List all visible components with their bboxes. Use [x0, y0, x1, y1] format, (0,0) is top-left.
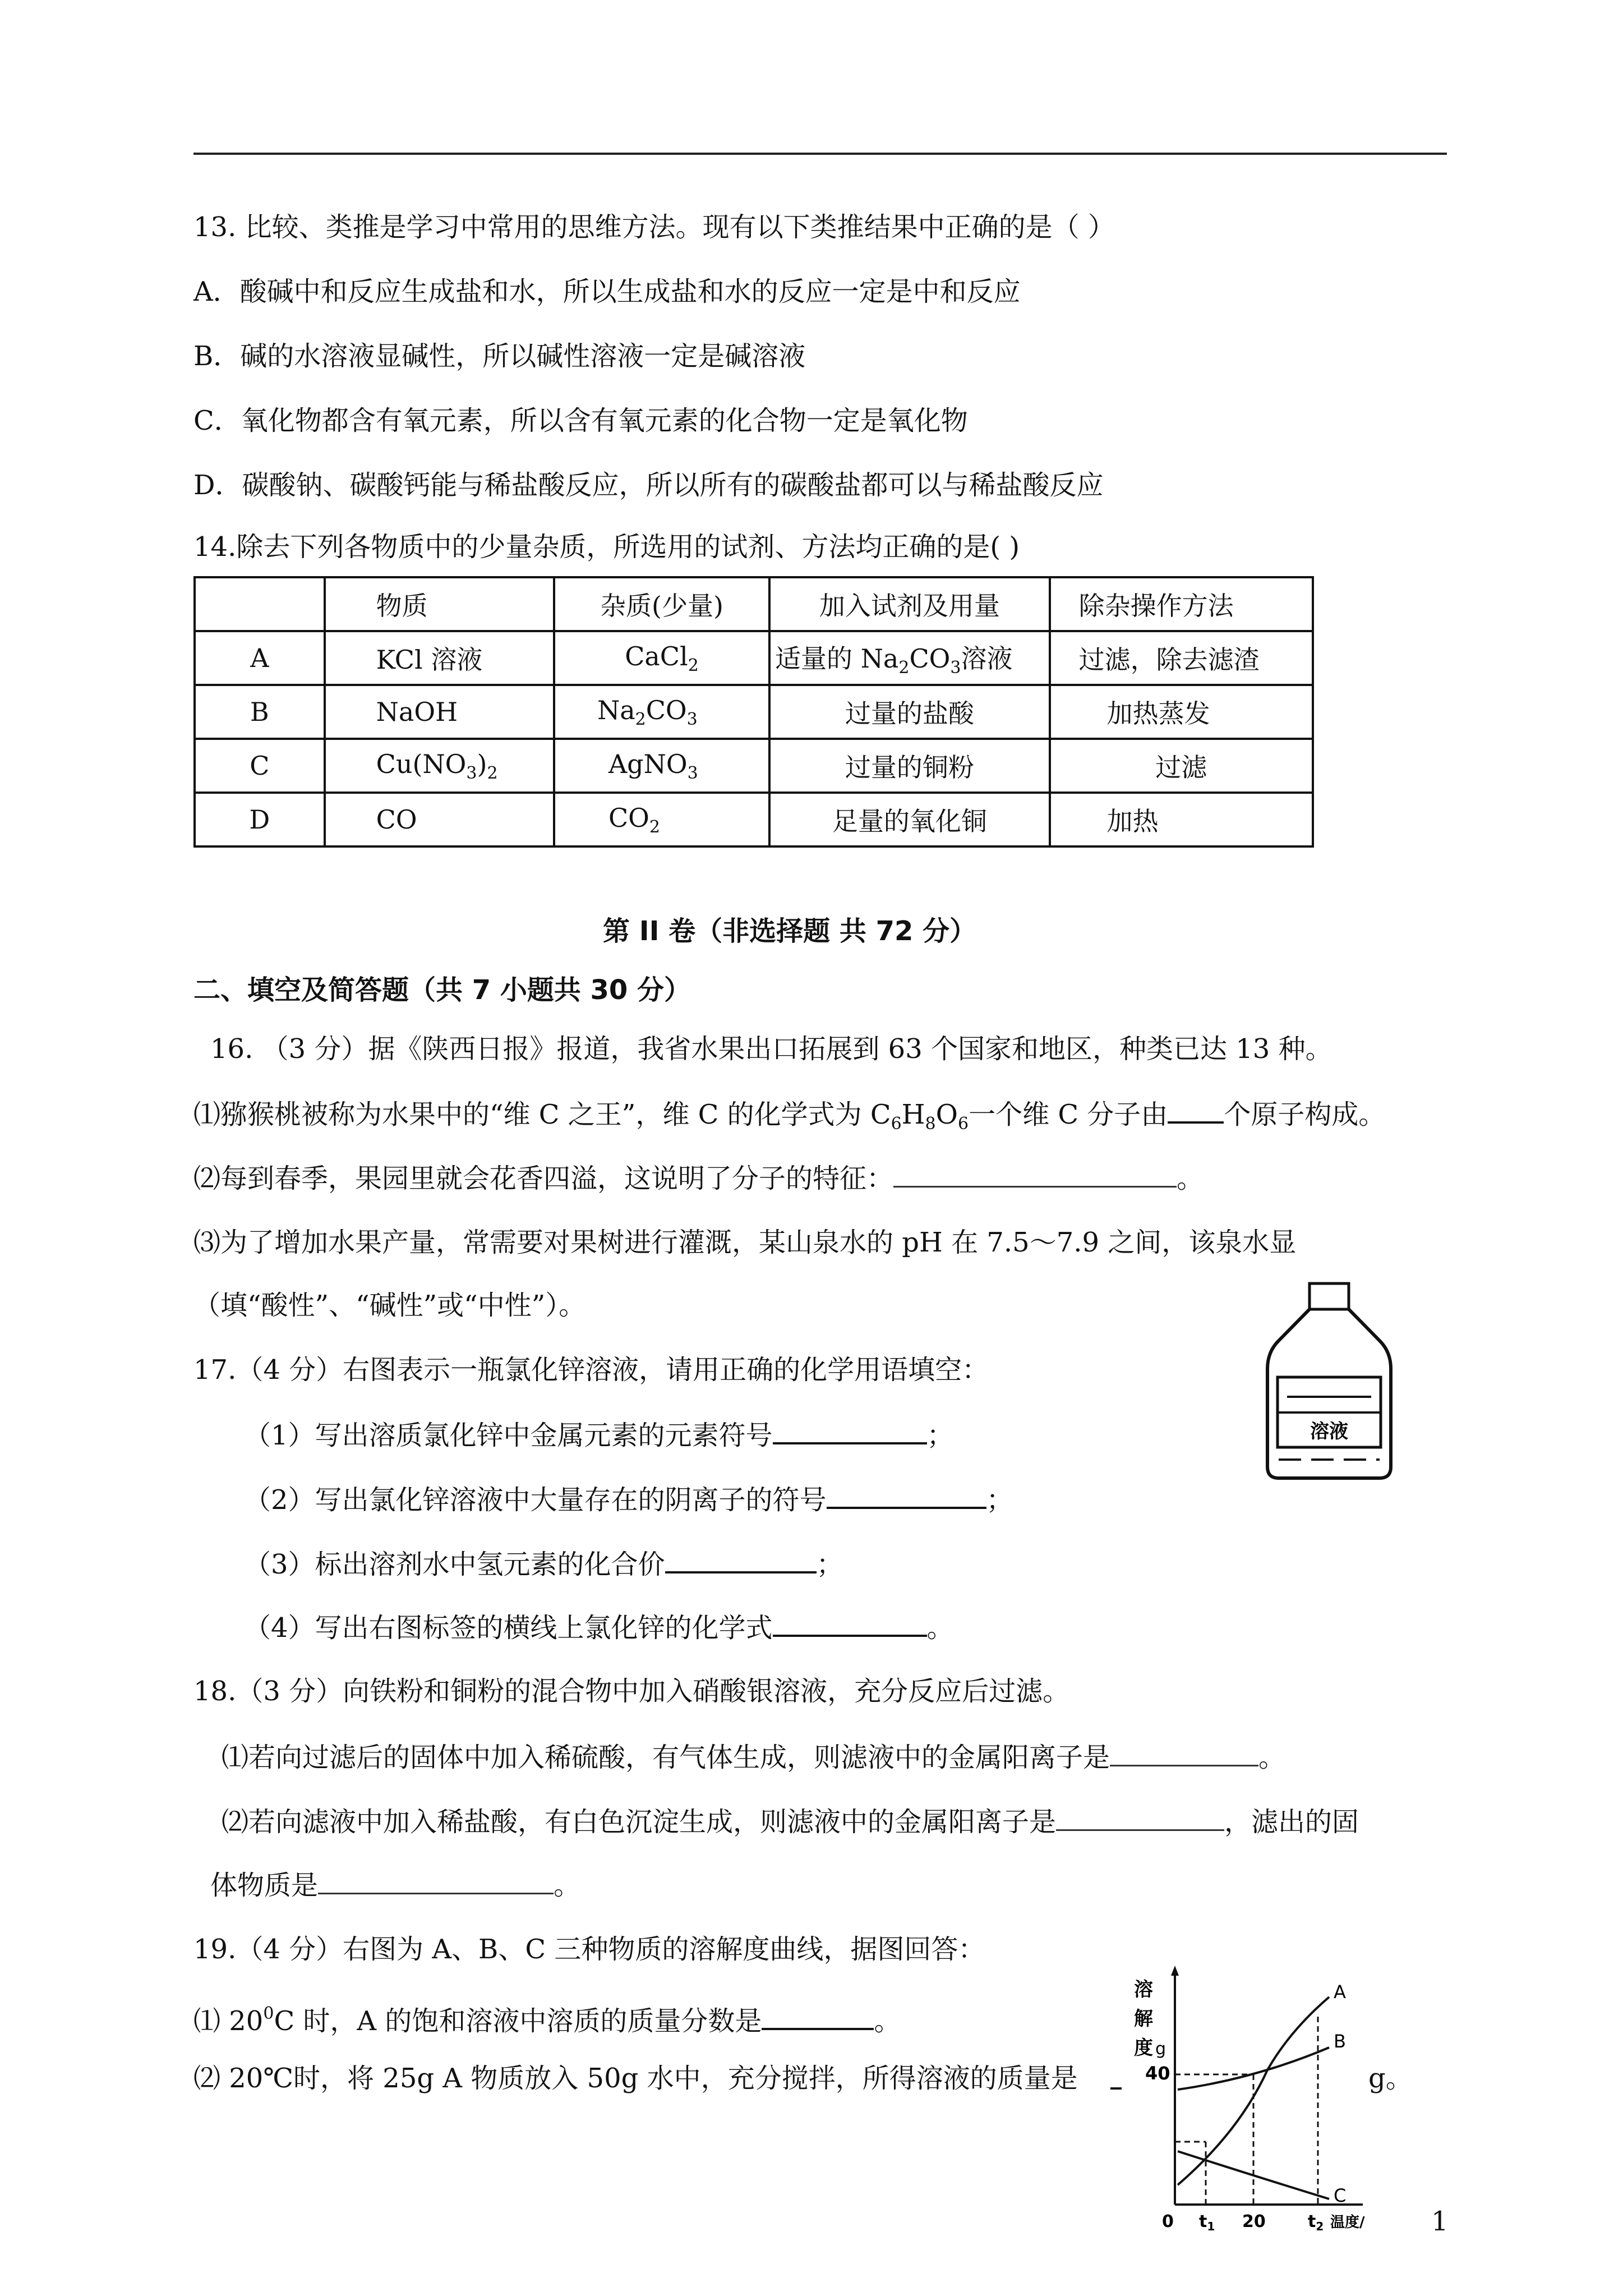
q13-option-a: A．酸碱中和反应生成盐和水，所以生成盐和水的反应一定是中和反应: [193, 276, 1021, 307]
answer-blank[interactable]: [762, 2002, 874, 2030]
y-tick-label: 40: [1145, 2063, 1170, 2084]
method-cell: 过滤: [1050, 739, 1313, 793]
bottle-label-text: 溶液: [1310, 1420, 1348, 1443]
method-cell: 加热蒸发: [1050, 685, 1313, 739]
row-label: A: [195, 631, 325, 685]
impurity-cell: AgNO$_3$: [554, 739, 769, 793]
q14-stem: 14.除去下列各物质中的少量杂质，所选用的试剂、方法均正确的是( ): [193, 531, 1020, 563]
bottle-cap: [1310, 1283, 1349, 1309]
x-label-0: 0: [1162, 2212, 1174, 2231]
answer-blank[interactable]: [318, 1867, 554, 1894]
x-label-t2: $t_2$: [1308, 2212, 1324, 2233]
q13-option-c: C．氧化物都含有氧元素，所以含有氧元素的化合物一定是氧化物: [193, 405, 968, 436]
q18-part2: ⑵若向滤液中加入稀盐酸，有白色沉淀生成，则滤液中的金属阳离子是 ，滤出的固: [222, 1803, 1359, 1839]
header-cell: 杂质(少量): [554, 577, 769, 631]
q18-stem: 18.（3 分）向铁粉和铜粉的混合物中加入硝酸银溶液，充分反应后过滤。: [193, 1676, 1070, 1707]
top-rule: [193, 153, 1447, 155]
curve-b: [1178, 2047, 1329, 2090]
ylabel-char: 溶: [1134, 1978, 1153, 2001]
q17-item-3: （3）标出溶剂水中氢元素的化合价 ；: [244, 1545, 843, 1581]
ylabel-char: 解: [1134, 2008, 1153, 2030]
q13-option-d: D．碳酸钠、碳酸钙能与稀盐酸反应，所以所有的碳酸盐都可以与稀盐酸反应: [193, 470, 1104, 501]
answer-blank[interactable]: [665, 1545, 817, 1573]
reagent-cell: 过量的盐酸: [769, 685, 1050, 739]
q16-part3: ⑶为了增加水果产量，常需要对果树进行灌溉，某山泉水的 pH 在 7.5～7.9 之间，该泉水显: [193, 1227, 1297, 1258]
q16-part2: ⑵每到春季，果园里就会花香四溢，这说明了分子的特征： 。: [193, 1160, 1204, 1195]
table-row: [195, 739, 1313, 793]
q13-option-b: B．碱的水溶液显碱性，所以碱性溶液一定是碱溶液: [193, 341, 806, 372]
header-cell: 物质: [325, 577, 554, 631]
method-cell: 加热: [1050, 793, 1313, 846]
q16-part1: ⑴猕猴桃被称为水果中的“维 C 之王”，维 C 的化学式为 $C_6H_8O_6$一个维 C 分子由 个原子构成。: [193, 1096, 1385, 1141]
row-label: B: [195, 685, 325, 739]
q19-part2-end: g。: [1368, 2063, 1413, 2094]
q17-item-1: （1）写出溶质氯化锌中金属元素的元素符号 ；: [244, 1416, 954, 1452]
row-label: D: [195, 793, 325, 846]
answer-blank[interactable]: [773, 1609, 927, 1637]
y-arrow: [1171, 1966, 1179, 1976]
q17-item-4: （4）写出右图标签的横线上氯化锌的化学式 。: [244, 1609, 954, 1645]
answer-blank[interactable]: [1056, 1803, 1224, 1831]
impurity-cell: CaCl$_2$: [554, 631, 769, 685]
curve-label-c: C: [1334, 2185, 1347, 2206]
impurity-cell: $CO_2$: [554, 793, 769, 846]
table-row: [195, 631, 1313, 685]
answer-blank[interactable]: [773, 1416, 927, 1444]
x-axis-label: 温度/: [1330, 2214, 1365, 2231]
curve-a: [1178, 1997, 1329, 2185]
table-row: [195, 685, 1313, 739]
answer-blank[interactable]: [1110, 2062, 1122, 2097]
q13-stem: 13. 比较、类推是学习中常用的思维方法。现有以下类推结果中正确的是（ ）: [193, 211, 1115, 243]
header-cell: 加入试剂及用量: [769, 577, 1050, 631]
part2-title: 二、填空及简答题（共 7 小题共 30 分）: [193, 974, 691, 1006]
answer-blank[interactable]: [1110, 1739, 1258, 1766]
substance-cell: CO: [325, 793, 554, 846]
q16-part3b: （填“酸性”、“碱性”或“中性”）。: [193, 1290, 586, 1321]
answer-blank[interactable]: [1168, 1096, 1224, 1124]
table-row: [195, 793, 1313, 846]
row-label: C: [195, 739, 325, 793]
q17-stem: 17.（4 分）右图表示一瓶氯化锌溶液，请用正确的化学用语填空：: [193, 1354, 989, 1386]
substance-cell: NaOH: [325, 685, 554, 739]
q16-stem: 16. （3 分）据《陕西日报》报道，我省水果出口拓展到 63 个国家和地区，种类已达 13 种。: [210, 1033, 1332, 1065]
substance-cell: $Cu(NO_3)_2$: [325, 739, 554, 793]
ylabel-unit: g: [1155, 2039, 1166, 2059]
solubility-graph: [1127, 1963, 1391, 2233]
ylabel-char: 度: [1134, 2037, 1153, 2059]
page-number: 1: [1431, 2206, 1449, 2237]
header-cell: [195, 577, 325, 631]
section-title: 第 II 卷（非选择题 共 72 分）: [603, 915, 977, 947]
curve-label-a: A: [1334, 1981, 1346, 2003]
bottle-body: [1267, 1309, 1391, 1478]
answer-blank[interactable]: [893, 1160, 1177, 1188]
header-cell: 除杂操作方法: [1050, 577, 1313, 631]
reagent-cell: 过量的铜粉: [769, 739, 1050, 793]
q19-stem: 19.（4 分）右图为 A、B、C 三种物质的溶解度曲线，据图回答：: [193, 1934, 985, 1965]
table-row: [195, 577, 1313, 631]
q19-part2: ⑵ 20℃时，将 25g A 物质放入 50g 水中，充分搅拌，所得溶液的质量是: [193, 2063, 1078, 2094]
q18-part2b: 体物质是 。: [210, 1867, 580, 1902]
q14-table: [193, 576, 1314, 848]
answer-blank[interactable]: [827, 1481, 986, 1509]
substance-cell: KCl 溶液: [325, 631, 554, 685]
q18-part1: ⑴若向过滤后的固体中加入稀硫酸，有气体生成，则滤液中的金属阳离子是 。: [222, 1739, 1285, 1774]
x-label-20: 20: [1242, 2212, 1266, 2231]
impurity-cell: $Na_2CO_3$: [554, 685, 769, 739]
curve-label-b: B: [1334, 2031, 1346, 2052]
method-cell: 过滤，除去滤渣: [1050, 631, 1313, 685]
x-label-t1: $t_1$: [1199, 2212, 1215, 2233]
bottle-figure: [1256, 1279, 1402, 1484]
reagent-cell: 足量的氧化铜: [769, 793, 1050, 846]
q17-item-2: （2）写出氯化锌溶液中大量存在的阴离子的符号 ；: [244, 1481, 1013, 1517]
reagent-cell: 适量的 $Na_2CO_3$溶液: [769, 631, 1050, 685]
q19-part1: ⑴ $20^0C$ 时，A 的饱和溶液中溶质的质量分数是 。: [193, 1997, 901, 2038]
